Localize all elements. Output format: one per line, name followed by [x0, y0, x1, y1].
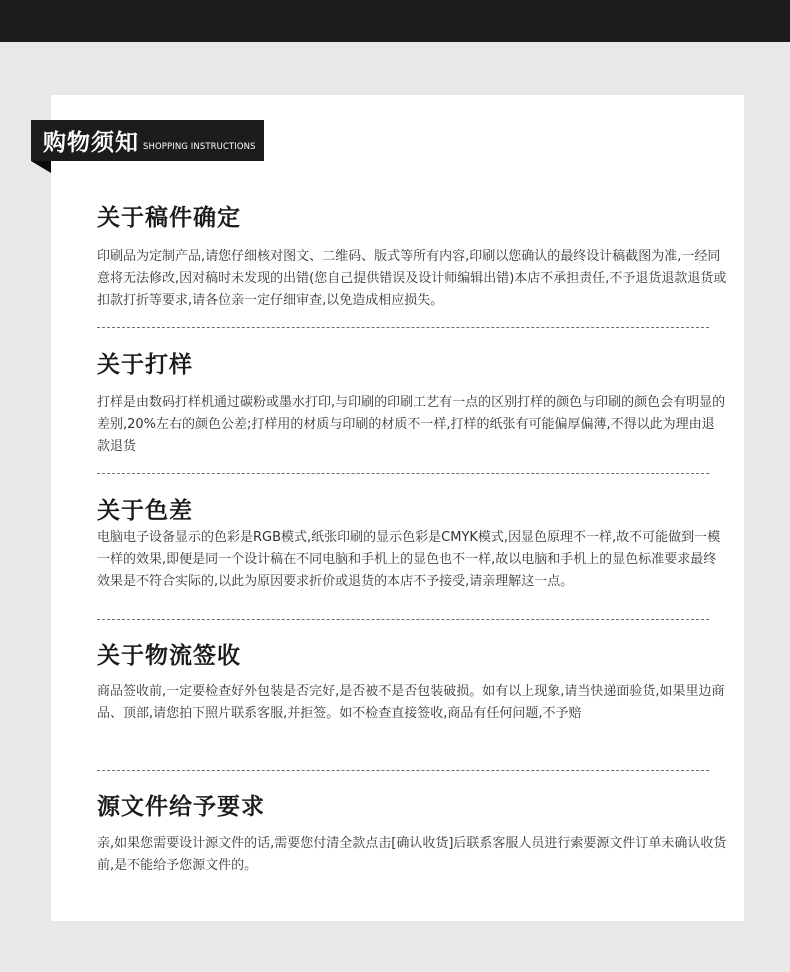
- section-heading: 关于色差: [97, 498, 193, 524]
- section-text: 电脑电子设备显示的色彩是RGB模式,纸张印刷的显示色彩是CMYK模式,因显色原理不一样,故不可能做到一模一样的效果,即便是同一个设计稿在不同电脑和手机上的显色也不一样,故以电脑和手机上的显色标准要求最终效果是不符合实际的,以此为原因要求折价或退货的本店不予接受,请亲理解这一点。: [97, 530, 721, 589]
- section-heading: 关于物流签收: [97, 643, 241, 669]
- section-divider: [97, 473, 709, 474]
- section-color-difference: [97, 496, 727, 593]
- section-divider: [97, 770, 709, 771]
- banner-fold: [31, 161, 51, 173]
- title-english: SHOPPING INSTRUCTIONS: [143, 141, 256, 152]
- title-chinese: 购物须知: [43, 130, 139, 156]
- section-source-files: [97, 792, 727, 877]
- section-draft-confirmation: [97, 203, 727, 312]
- section-divider: [97, 619, 709, 620]
- section-proofing: [97, 350, 727, 458]
- section-heading: 源文件给予要求: [97, 794, 265, 820]
- section-text: 打样是由数码打样机通过碳粉或墨水打印,与印刷的印刷工艺有一点的区别打样的颜色与印刷的颜色会有明显的差别,20%左右的颜色公差;打样用的材质与印刷的材质不一样,打样的纸张有可能偏厚偏薄,不得以此为理由退款退货: [97, 395, 726, 454]
- section-text: 亲,如果您需要设计源文件的话,需要您付清全款点击[确认收货]后联系客服人员进行索要源文件订单未确认收货前,是不能给予您源文件的。: [97, 836, 727, 873]
- section-heading: 关于稿件确定: [97, 205, 241, 231]
- title-banner: [31, 120, 264, 161]
- section-text: 印刷品为定制产品,请您仔细核对图文、二维码、版式等所有内容,印刷以您确认的最终设计稿截图为准,一经同意将无法修改,因对稿时未发现的出错(您自己提供错误及设计师编辑出错)本店不承担责任,不予退货退款退货或扣款打折等要求,请各位亲一定仔细审查,以免造成相应损失。: [97, 249, 727, 308]
- instructions-card: [43, 95, 744, 921]
- top-bar: [0, 0, 790, 42]
- section-text: 商品签收前,一定要检查好外包装是否完好,是否被不是否包装破损。如有以上现象,请当快递面验货,如果里边商品、顶部,请您拍下照片联系客服,并拒签。如不检查直接签收,商品有任何问题,不予赔: [97, 684, 725, 721]
- section-heading: 关于打样: [97, 352, 193, 378]
- section-logistics-receipt: [97, 641, 727, 725]
- section-divider: [97, 327, 709, 328]
